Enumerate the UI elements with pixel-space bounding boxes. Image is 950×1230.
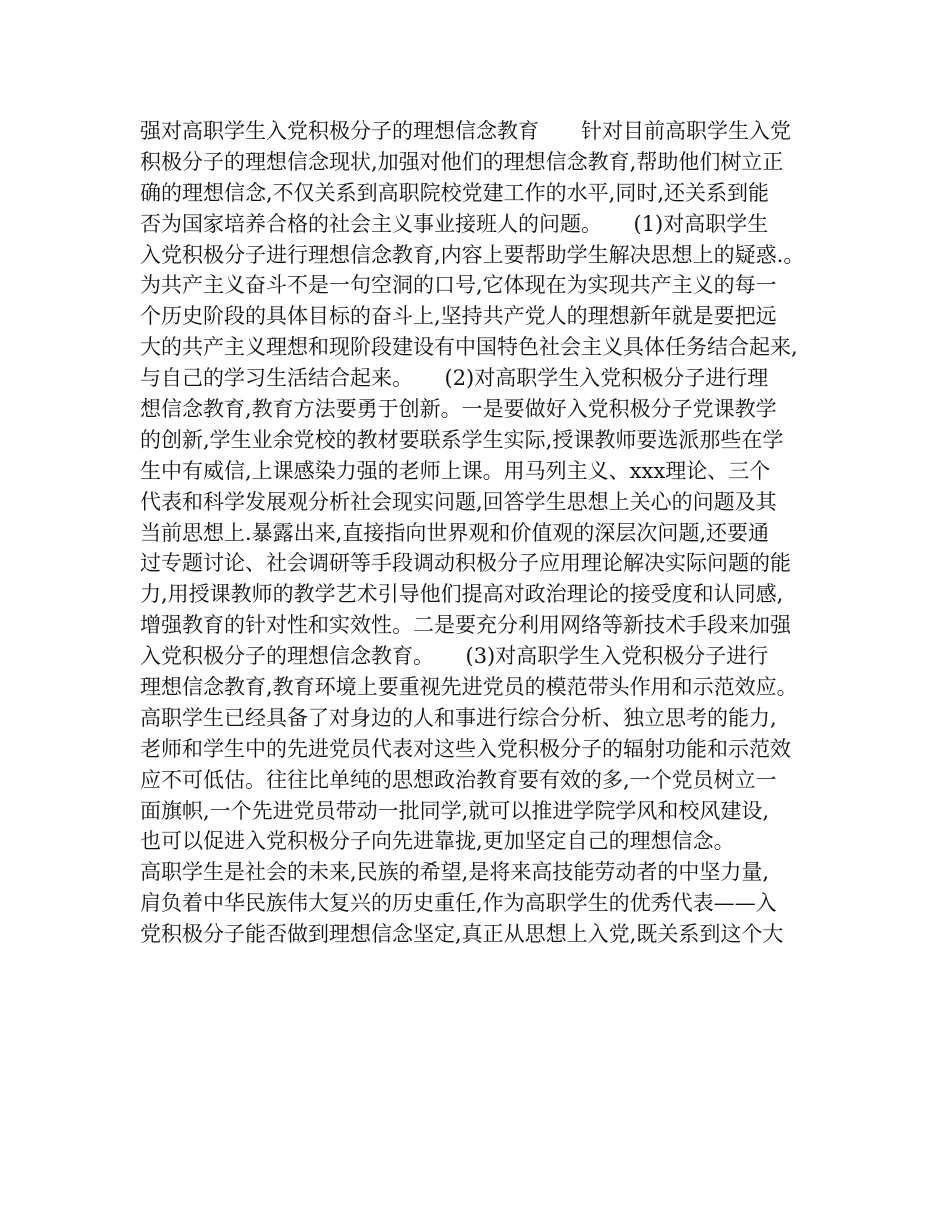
text-line: 确的理想信念,不仅关系到高职院校党建工作的水平,同时,还关系到能 <box>140 180 770 205</box>
text-line: 高职学生是社会的未来,民族的希望,是将来高技能劳动者的中坚力量, <box>140 860 770 885</box>
body-text <box>140 116 840 950</box>
text-line: 力,用授课教师的教学艺术引导他们提高对政治理论的接受度和认同感, <box>140 582 784 607</box>
text-line: 理想信念教育,教育环境上要重视先进党员的模范带头作用和示范效应。 <box>140 675 798 700</box>
text-line: 为共产主义奋斗不是一句空洞的口号,它体现在为实现共产主义的每一 <box>140 273 777 298</box>
text-line: 个历史阶段的具体目标的奋斗上,坚持共产党人的理想新年就是要把远 <box>140 304 777 329</box>
text-line: 想信念教育,教育方法要勇于创新。一是要做好入党积极分子党课教学 <box>140 397 777 422</box>
text-line: 应不可低估。往往比单纯的思想政治教育要有效的多,一个党员树立一 <box>140 767 777 792</box>
text-line: 党积极分子能否做到理想信念坚定,真正从思想上入党,既关系到这个大 <box>140 922 784 947</box>
text-line: 老师和学生中的先进党员代表对这些入党积极分子的辐射功能和示范效 <box>140 736 791 761</box>
text-line: 强对高职学生入党积极分子的理想信念教育 针对目前高职学生入党 <box>140 119 791 143</box>
text-line: 代表和科学发展观分析社会现实问题,回答学生思想上关心的问题及其 <box>140 489 777 514</box>
text-line: 当前思想上.暴露出来,直接指向世界观和价值观的深层次问题,还要通 <box>140 520 770 545</box>
text-line: 与自己的学习生活结合起来。 (2)对高职学生入党积极分子进行理 <box>140 366 769 391</box>
text-line: 高职学生已经具备了对身边的人和事进行综合分析、独立思考的能力, <box>140 705 777 730</box>
text-line: 过专题讨论、社会调研等手段调动积极分子应用理论解决实际问题的能 <box>140 551 791 576</box>
text-line: 大的共产主义理想和现阶段建设有中国特色社会主义具体任务结合起来, <box>140 335 798 360</box>
text-line: 肩负着中华民族伟大复兴的历史重任,作为高职学生的优秀代表——入 <box>140 891 777 916</box>
text-line: 也可以促进入党积极分子向先进靠拢,更加坚定自己的理想信念。 <box>140 829 735 854</box>
text-line: 的创新,学生业余党校的教材要联系学生实际,授课教师要选派那些在学 <box>140 427 784 452</box>
text-line: 生中有威信,上课感染力强的老师上课。用马列主义、xxx理论、三个 <box>140 458 771 483</box>
text-line: 积极分子的理想信念现状,加强对他们的理想信念教育,帮助他们树立正 <box>140 149 784 174</box>
text-line: 否为国家培养合格的社会主义事业接班人的问题。 (1)对高职学生 <box>140 211 769 236</box>
text-line: 入党积极分子的理想信念教育。 (3)对高职学生入党积极分子进行 <box>140 644 769 669</box>
text-line: 增强教育的针对性和实效性。二是要充分利用网络等新技术手段来加强 <box>140 613 791 638</box>
text-line: 面旗帜,一个先进党员带动一批同学,就可以推进学院学风和校风建设, <box>140 798 770 823</box>
text-line: 入党积极分子进行理想信念教育,内容上要帮助学生解决思想上的疑惑.。 <box>140 242 805 267</box>
